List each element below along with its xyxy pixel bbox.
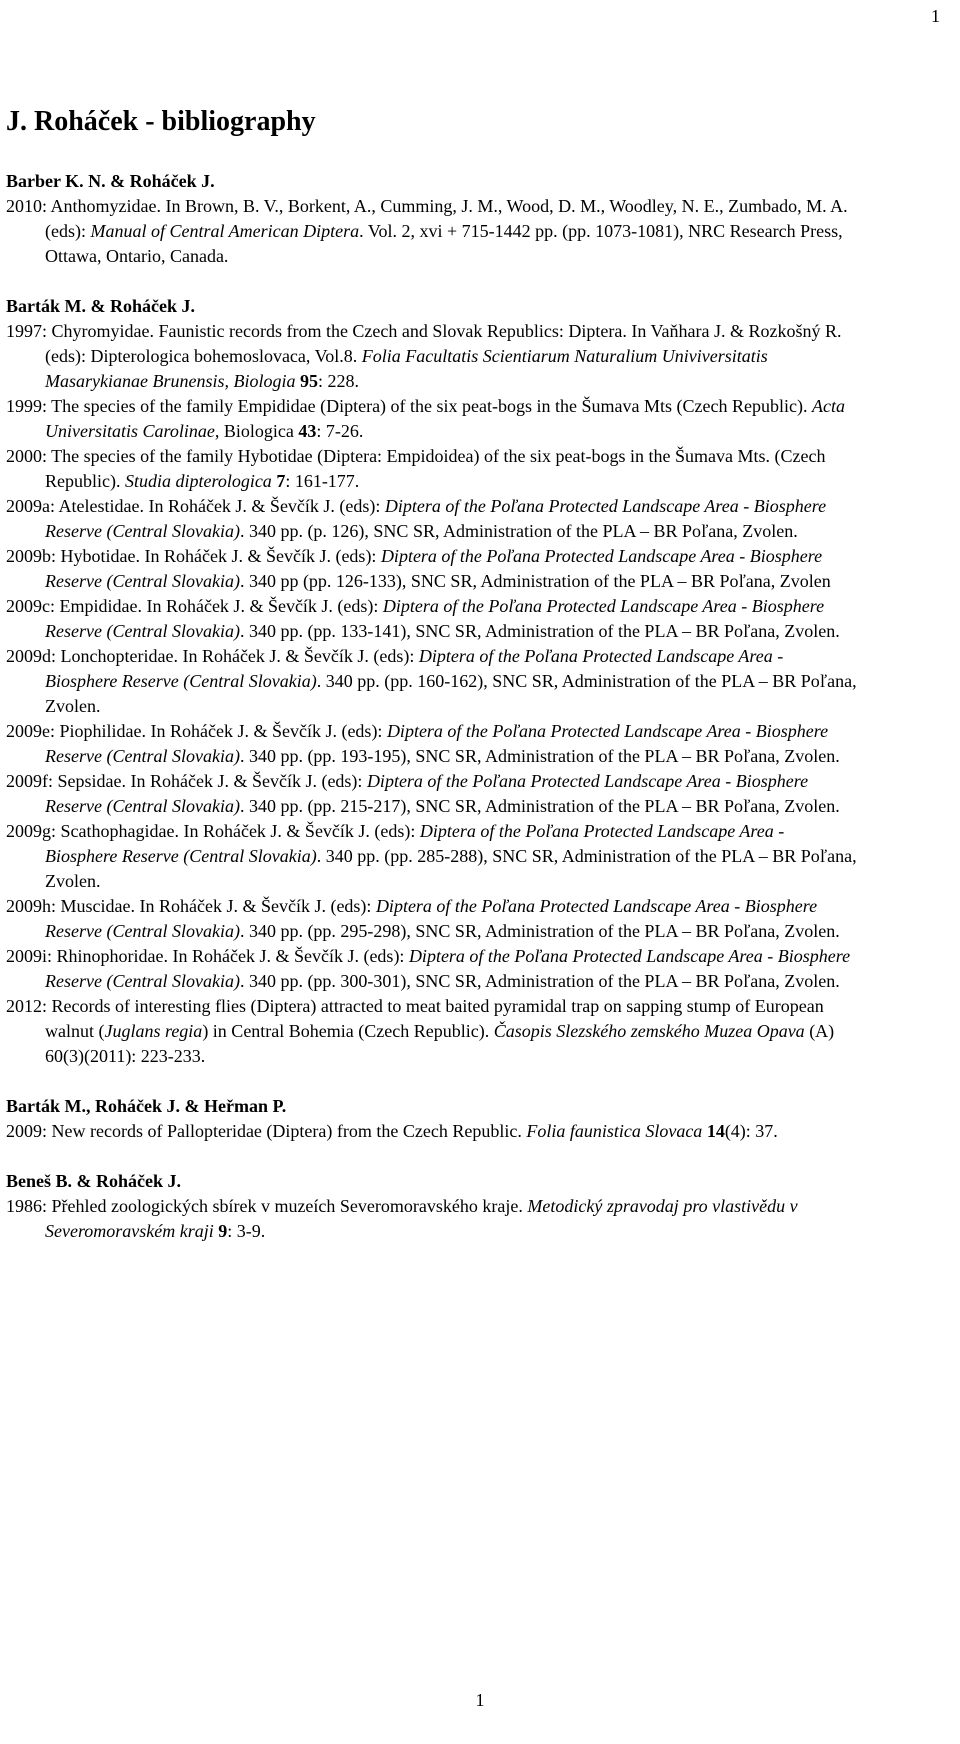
entry-text: : 7-26. [316, 421, 364, 441]
journal-title: Časopis Slezského zemského Muzea Opava [493, 1021, 805, 1041]
entry-text: . 340 pp. (pp. 160-162), SNC SR, Administration of the PLA – BR Poľana, Zvolen. [45, 671, 857, 716]
journal-title: Diptera of the Poľana Protected Landscape Area - Biosphere Reserve (Central Slovakia) [45, 821, 785, 866]
journal-title: Acta Universitatis Carolinae [45, 396, 845, 441]
journal-title: Diptera of the Poľana Protected Landscape Area - Biosphere Reserve (Central Slovakia) [45, 896, 818, 941]
bibliography-sections [6, 168, 860, 1244]
entry-text: : 3-9. [227, 1221, 266, 1241]
bibliography-entry [6, 394, 860, 444]
entry-text: : 161-177. [285, 471, 360, 491]
journal-title: Metodický zpravodaj pro vlastivědu v Severomoravském kraji [45, 1196, 798, 1241]
volume-number: 7 [276, 471, 286, 491]
entry-text: (4): 37. [724, 1121, 778, 1141]
author-section [6, 1093, 860, 1144]
entry-text: 1999: The species of the family Empididae (Diptera) of the six peat-bogs in the Šumava Mts (Czech Republic). [6, 396, 812, 416]
bibliography-entry [6, 444, 860, 494]
journal-title: Studia dipterologica [124, 471, 277, 491]
journal-title: Folia Facultatis Scientiarum Naturalium Univiversitatis Masarykianae Brunensis, Biologia [45, 346, 768, 391]
bibliography-entry [6, 319, 860, 394]
author-section [6, 1168, 860, 1244]
entry-text: . 340 pp. (p. 126), SNC SR, Administration of the PLA – BR Poľana, Zvolen. [239, 521, 798, 541]
volume-number: 14 [706, 1121, 725, 1141]
page-number-bottom: 1 [475, 1690, 485, 1710]
author-section [6, 168, 860, 269]
bibliography-entry [6, 819, 860, 894]
entry-text: 2009c: Empididae. In Roháček J. & Ševčík J. (eds): [6, 596, 383, 616]
volume-number: 9 [218, 1221, 228, 1241]
entry-text: 2009h: Muscidae. In Roháček J. & Ševčík J. (eds): [6, 896, 376, 916]
entry-text: . 340 pp (pp. 126-133), SNC SR, Administration of the PLA – BR Poľana, Zvolen [239, 571, 831, 591]
entry-text: . 340 pp. (pp. 295-298), SNC SR, Administration of the PLA – BR Poľana, Zvolen. [239, 921, 840, 941]
author-heading: Barták M., Roháček J. & Heřman P. [6, 1096, 287, 1116]
entry-text: 2000: The species of the family Hybotidae (Diptera: Empidoidea) of the six peat-bogs in the Šumava Mts. (Czech Republic). [6, 446, 826, 491]
entry-text: 2009b: Hybotidae. In Roháček J. & Ševčík J. (eds): [6, 546, 381, 566]
author-heading: Barber K. N. & Roháček J. [6, 171, 215, 191]
entry-text: . 340 pp. (pp. 300-301), SNC SR, Administration of the PLA – BR Poľana, Zvolen. [239, 971, 840, 991]
bibliography-entry [6, 544, 860, 594]
entry-text: 1997: Chyromyidae. Faunistic records from the Czech and Slovak Republics: Diptera. In Vaňhara J. & Rozkošný R. (eds): Dipterologica bohemoslovaca, Vol.8. [6, 321, 842, 366]
entry-text: . 340 pp. (pp. 193-195), SNC SR, Administration of the PLA – BR Poľana, Zvolen. [239, 746, 840, 766]
entry-text: . Vol. 2, xvi + 715-1442 pp. (pp. 1073-1081), NRC Research Press, Ottawa, Ontario, Canada. [45, 221, 843, 266]
bibliography-entry [6, 994, 860, 1069]
bibliography-entry [6, 894, 860, 944]
journal-title: Diptera of the Poľana Protected Landscape Area - Biosphere Reserve (Central Slovakia) [45, 646, 784, 691]
journal-title: Diptera of the Poľana Protected Landscape Area - Biosphere Reserve (Central Slovakia) [45, 546, 823, 591]
journal-title: Manual of Central American Diptera [90, 221, 360, 241]
journal-title: Juglans regia [104, 1021, 203, 1041]
bibliography-entry [6, 719, 860, 769]
entry-text: 2009f: Sepsidae. In Roháček J. & Ševčík J. (eds): [6, 771, 367, 791]
author-section [6, 293, 860, 1069]
entry-text: 2009e: Piophilidae. In Roháček J. & Ševčík J. (eds): [6, 721, 387, 741]
volume-number: 95 [299, 371, 318, 391]
journal-title: Diptera of the Poľana Protected Landscape Area - Biosphere Reserve (Central Slovakia) [45, 496, 827, 541]
bibliography-content [6, 104, 860, 1268]
page-number-top: 1 [931, 6, 940, 26]
bibliography-entry [6, 644, 860, 719]
bibliography-entry [6, 494, 860, 544]
bibliography-entry [6, 944, 860, 994]
bibliography-entry [6, 1119, 860, 1144]
entry-text: ) in Central Bohemia (Czech Republic). [202, 1021, 494, 1041]
page-title: J. Roháček - bibliography [6, 106, 316, 137]
entry-text: . 340 pp. (pp. 215-217), SNC SR, Administration of the PLA – BR Poľana, Zvolen. [239, 796, 840, 816]
entry-text: 1986: Přehled zoologických sbírek v muzeích Severomoravského kraje. [6, 1196, 528, 1216]
author-heading: Beneš B. & Roháček J. [6, 1171, 181, 1191]
bibliography-entry [6, 1194, 860, 1244]
journal-title: Diptera of the Poľana Protected Landscape Area - Biosphere Reserve (Central Slovakia) [45, 771, 809, 816]
journal-title: Diptera of the Poľana Protected Landscape Area - Biosphere Reserve (Central Slovakia) [45, 946, 851, 991]
entry-text: 2009a: Atelestidae. In Roháček J. & Ševčík J. (eds): [6, 496, 385, 516]
entry-text: . 340 pp. (pp. 285-288), SNC SR, Administration of the PLA – BR Poľana, Zvolen. [45, 846, 857, 891]
author-heading: Barták M. & Roháček J. [6, 296, 195, 316]
bibliography-entry [6, 594, 860, 644]
journal-title: Folia faunistica Slovaca [526, 1121, 707, 1141]
entry-text: (A) 60(3)(2011): 223-233. [45, 1021, 835, 1066]
entry-text: 2009i: Rhinophoridae. In Roháček J. & Ševčík J. (eds): [6, 946, 409, 966]
entry-text: . 340 pp. (pp. 133-141), SNC SR, Administration of the PLA – BR Poľana, Zvolen. [239, 621, 840, 641]
entry-text: 2010: Anthomyzidae. In Brown, B. V., Borkent, A., Cumming, J. M., Wood, D. M., Woodley, N. E., Zumbado, M. A. (eds): [6, 196, 848, 241]
entry-text: 2009d: Lonchopteridae. In Roháček J. & Ševčík J. (eds): [6, 646, 419, 666]
bibliography-entry [6, 769, 860, 819]
journal-title: Diptera of the Poľana Protected Landscape Area - Biosphere Reserve (Central Slovakia) [45, 721, 829, 766]
entry-text: , Biologica [214, 421, 299, 441]
bibliography-entry [6, 194, 860, 269]
journal-title: Diptera of the Poľana Protected Landscape Area - Biosphere Reserve (Central Slovakia) [45, 596, 825, 641]
entry-text: 2009g: Scathophagidae. In Roháček J. & Ševčík J. (eds): [6, 821, 420, 841]
entry-text: : 228. [317, 371, 359, 391]
entry-text: 2009: New records of Pallopteridae (Diptera) from the Czech Republic. [6, 1121, 527, 1141]
entry-text: 2012: Records of interesting flies (Diptera) attracted to meat baited pyramidal trap on sapping stump of European walnut ( [6, 996, 824, 1041]
volume-number: 43 [298, 421, 317, 441]
